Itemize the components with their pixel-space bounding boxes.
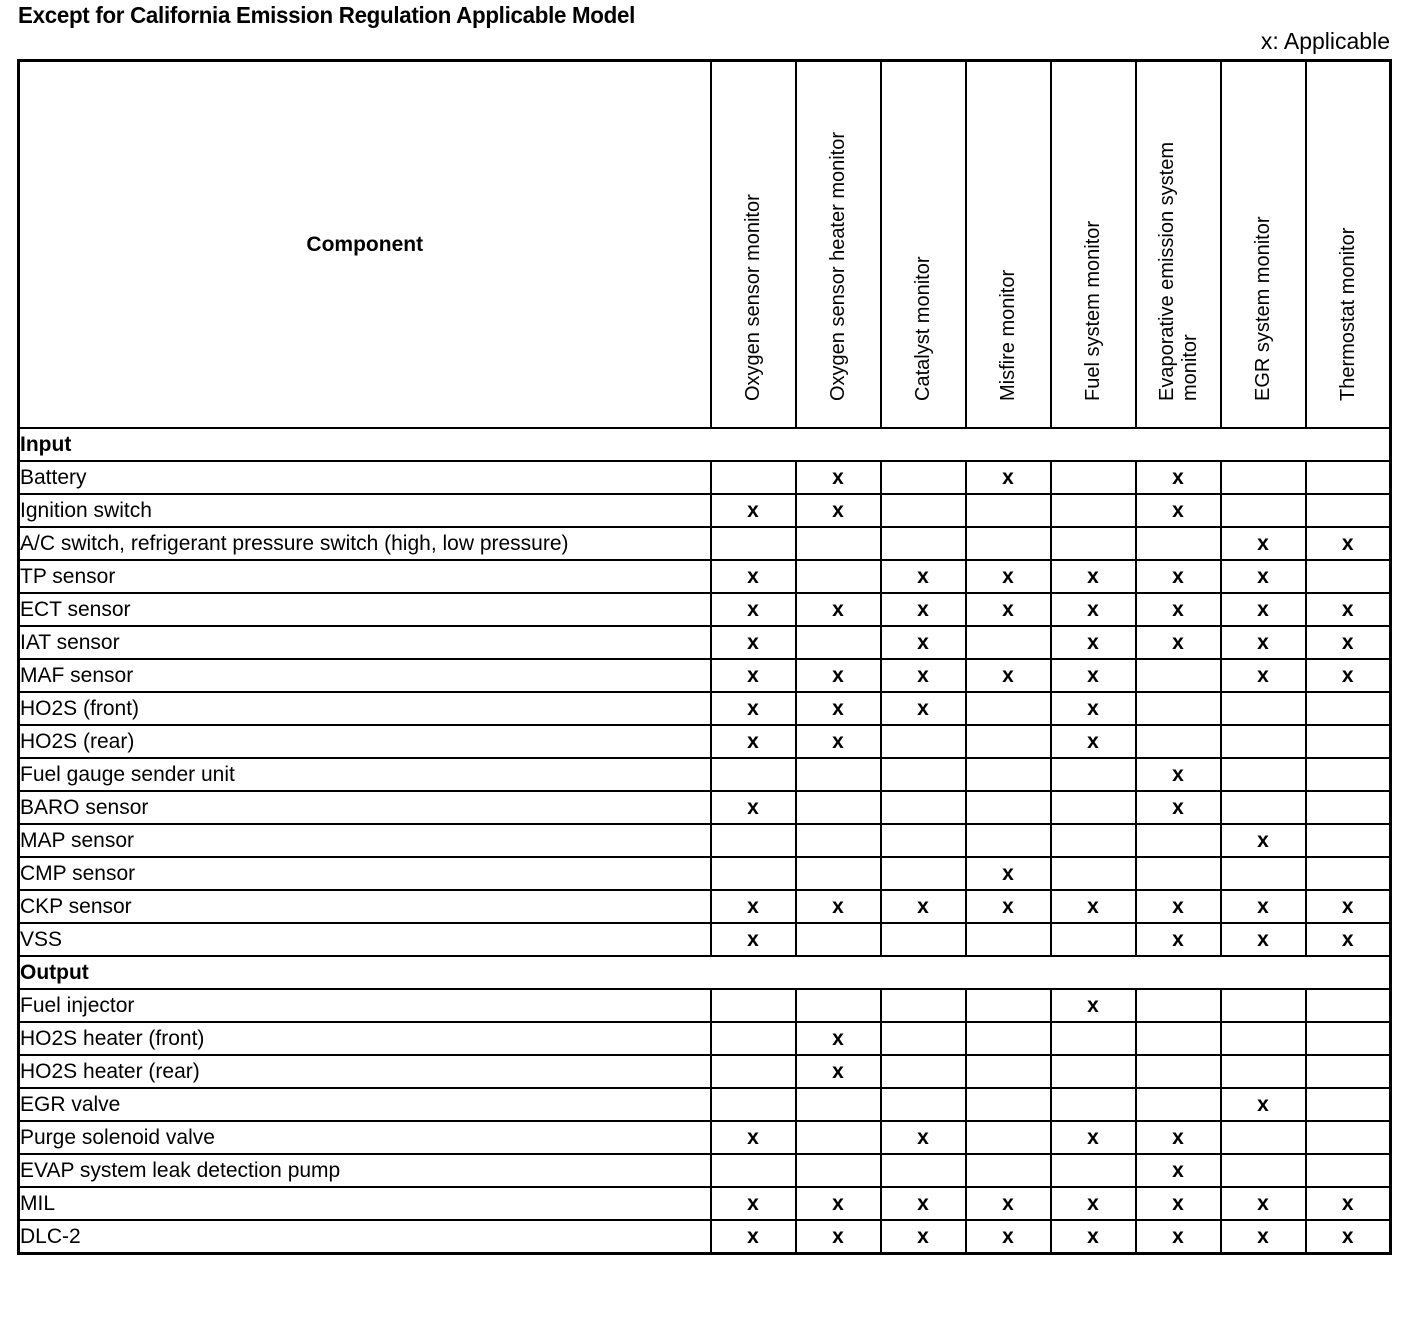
table-row xyxy=(19,659,1391,692)
component-name: HO2S heater (rear) xyxy=(19,1055,711,1088)
applicability-cell: x xyxy=(1136,1220,1221,1254)
applicability-cell xyxy=(966,692,1051,725)
table-row xyxy=(19,527,1391,560)
applicability-cell xyxy=(966,1121,1051,1154)
table-row xyxy=(19,890,1391,923)
applicability-cell: x xyxy=(711,593,796,626)
applicability-cell: x xyxy=(1221,1088,1306,1121)
component-name: HO2S heater (front) xyxy=(19,1022,711,1055)
applicability-cell: x xyxy=(881,692,966,725)
applicability-cell xyxy=(796,989,881,1022)
applicability-cell: x xyxy=(1306,626,1391,659)
applicability-cell xyxy=(796,1121,881,1154)
applicability-cell: x xyxy=(1306,527,1391,560)
component-name: BARO sensor xyxy=(19,791,711,824)
applicability-cell xyxy=(796,1088,881,1121)
table-row xyxy=(19,923,1391,956)
applicability-cell xyxy=(1051,1154,1136,1187)
applicability-cell: x xyxy=(711,923,796,956)
applicability-cell xyxy=(1306,725,1391,758)
applicability-cell: x xyxy=(966,593,1051,626)
applicability-cell xyxy=(1221,1022,1306,1055)
applicability-cell xyxy=(1306,494,1391,527)
applicability-cell xyxy=(711,461,796,494)
applicability-cell xyxy=(881,1022,966,1055)
applicability-cell xyxy=(1136,527,1221,560)
applicability-cell: x xyxy=(1136,791,1221,824)
applicability-cell: x xyxy=(1306,593,1391,626)
applicability-cell: x xyxy=(711,659,796,692)
applicability-cell xyxy=(796,1154,881,1187)
applicability-cell: x xyxy=(1221,1187,1306,1220)
applicability-cell: x xyxy=(1051,890,1136,923)
document-title: Except for California Emission Regulation Applicable Model xyxy=(18,2,635,28)
applicability-cell xyxy=(1221,1154,1306,1187)
applicability-cell: x xyxy=(1136,494,1221,527)
applicability-cell xyxy=(711,857,796,890)
applicability-cell xyxy=(1051,1022,1136,1055)
applicability-cell xyxy=(1306,824,1391,857)
component-name: CMP sensor xyxy=(19,857,711,890)
applicability-cell xyxy=(966,725,1051,758)
table-row xyxy=(19,461,1391,494)
applicability-cell xyxy=(711,824,796,857)
applicability-cell: x xyxy=(1221,527,1306,560)
applicability-cell xyxy=(1136,989,1221,1022)
applicability-cell xyxy=(1306,791,1391,824)
applicability-cell: x xyxy=(1051,1121,1136,1154)
applicability-cell: x xyxy=(1051,659,1136,692)
applicability-cell: x xyxy=(1136,1154,1221,1187)
applicability-cell: x xyxy=(1306,1187,1391,1220)
table-row xyxy=(19,989,1391,1022)
component-name: HO2S (rear) xyxy=(19,725,711,758)
applicability-cell xyxy=(1051,1088,1136,1121)
applicability-cell xyxy=(796,560,881,593)
monitor-header-thermostat: Thermostat monitor xyxy=(1306,61,1391,429)
applicability-cell: x xyxy=(1136,890,1221,923)
table-row xyxy=(19,1022,1391,1055)
applicability-cell: x xyxy=(796,1220,881,1254)
applicability-cell: x xyxy=(966,659,1051,692)
applicability-cell xyxy=(1306,857,1391,890)
applicability-cell: x xyxy=(1136,923,1221,956)
applicability-cell: x xyxy=(1221,1220,1306,1254)
applicability-cell: x xyxy=(711,1187,796,1220)
applicability-cell: x xyxy=(711,692,796,725)
applicability-cell: x xyxy=(711,494,796,527)
applicability-cell xyxy=(881,494,966,527)
applicability-cell: x xyxy=(1136,461,1221,494)
applicability-cell: x xyxy=(881,1121,966,1154)
applicability-cell: x xyxy=(966,560,1051,593)
applicability-cell: x xyxy=(1306,659,1391,692)
component-name: Fuel injector xyxy=(19,989,711,1022)
applicability-cell: x xyxy=(881,560,966,593)
legend-note: x: Applicable xyxy=(1260,28,1390,54)
applicability-cell xyxy=(796,626,881,659)
table-row xyxy=(19,1187,1391,1220)
monitor-header-misfire: Misfire monitor xyxy=(966,61,1051,429)
applicability-cell: x xyxy=(1051,725,1136,758)
applicability-cell xyxy=(1306,989,1391,1022)
applicability-cell xyxy=(1221,1121,1306,1154)
applicability-cell: x xyxy=(796,1187,881,1220)
section-header-row xyxy=(19,428,1391,461)
component-name: A/C switch, refrigerant pressure switch (high, low pressure) xyxy=(19,527,711,560)
table-row xyxy=(19,1121,1391,1154)
applicability-cell xyxy=(881,923,966,956)
applicability-cell: x xyxy=(1306,890,1391,923)
matrix-body xyxy=(19,428,1391,1254)
applicability-cell xyxy=(1221,1055,1306,1088)
applicability-cell: x xyxy=(711,560,796,593)
applicability-cell: x xyxy=(711,890,796,923)
table-row xyxy=(19,692,1391,725)
table-row xyxy=(19,725,1391,758)
table-row xyxy=(19,1055,1391,1088)
applicability-cell xyxy=(711,527,796,560)
applicability-cell xyxy=(1051,461,1136,494)
applicability-cell: x xyxy=(711,725,796,758)
applicability-cell xyxy=(1306,1022,1391,1055)
monitor-header-oxygen-sensor-heater: Oxygen sensor heater monitor xyxy=(796,61,881,429)
applicability-cell xyxy=(966,494,1051,527)
applicability-cell xyxy=(1136,725,1221,758)
applicability-cell xyxy=(711,758,796,791)
applicability-cell xyxy=(1136,824,1221,857)
applicability-cell xyxy=(1051,494,1136,527)
applicability-cell xyxy=(1221,725,1306,758)
applicability-cell xyxy=(796,527,881,560)
applicability-cell: x xyxy=(881,593,966,626)
applicability-cell: x xyxy=(796,659,881,692)
applicability-cell: x xyxy=(1221,923,1306,956)
component-name: IAT sensor xyxy=(19,626,711,659)
applicability-cell xyxy=(1051,923,1136,956)
applicability-cell: x xyxy=(711,791,796,824)
applicability-cell: x xyxy=(1306,923,1391,956)
applicability-cell xyxy=(711,1154,796,1187)
component-name: DLC-2 xyxy=(19,1220,711,1254)
table-row xyxy=(19,824,1391,857)
applicability-cell: x xyxy=(796,725,881,758)
applicability-cell xyxy=(796,758,881,791)
applicability-cell xyxy=(966,1154,1051,1187)
applicability-cell: x xyxy=(1051,593,1136,626)
applicability-cell: x xyxy=(1136,626,1221,659)
applicability-cell xyxy=(796,857,881,890)
table-row xyxy=(19,791,1391,824)
applicability-cell xyxy=(1051,791,1136,824)
applicability-cell: x xyxy=(1051,692,1136,725)
applicability-cell: x xyxy=(1221,659,1306,692)
applicability-cell: x xyxy=(796,890,881,923)
applicability-cell xyxy=(966,989,1051,1022)
monitor-header-catalyst: Catalyst monitor xyxy=(881,61,966,429)
applicability-cell xyxy=(881,1055,966,1088)
applicability-cell xyxy=(1221,791,1306,824)
component-name: Battery xyxy=(19,461,711,494)
applicability-cell: x xyxy=(796,692,881,725)
applicability-cell xyxy=(1221,989,1306,1022)
applicability-cell: x xyxy=(796,1022,881,1055)
component-name: MAP sensor xyxy=(19,824,711,857)
applicability-cell xyxy=(1051,857,1136,890)
applicability-cell xyxy=(1136,1088,1221,1121)
applicability-cell xyxy=(1306,1055,1391,1088)
applicability-cell: x xyxy=(1306,1220,1391,1254)
applicability-cell xyxy=(1306,1121,1391,1154)
applicability-cell xyxy=(711,1088,796,1121)
component-name: HO2S (front) xyxy=(19,692,711,725)
applicability-cell: x xyxy=(1221,560,1306,593)
applicability-cell xyxy=(1136,1055,1221,1088)
applicability-cell: x xyxy=(1051,560,1136,593)
header-row xyxy=(19,61,1391,429)
applicability-cell: x xyxy=(1136,593,1221,626)
applicability-cell xyxy=(881,857,966,890)
applicability-cell: x xyxy=(1136,758,1221,791)
applicability-cell xyxy=(796,824,881,857)
applicability-cell xyxy=(1136,692,1221,725)
applicability-cell xyxy=(966,824,1051,857)
component-name: VSS xyxy=(19,923,711,956)
applicability-cell: x xyxy=(1221,890,1306,923)
applicability-cell: x xyxy=(796,1055,881,1088)
applicability-cell xyxy=(881,989,966,1022)
component-name: MAF sensor xyxy=(19,659,711,692)
applicability-cell: x xyxy=(966,1220,1051,1254)
applicability-cell: x xyxy=(966,461,1051,494)
component-name: Fuel gauge sender unit xyxy=(19,758,711,791)
component-name: Purge solenoid valve xyxy=(19,1121,711,1154)
section-label: Input xyxy=(19,428,1391,461)
applicability-cell xyxy=(1051,1055,1136,1088)
applicability-cell xyxy=(711,1055,796,1088)
applicability-cell xyxy=(1306,1088,1391,1121)
applicability-cell: x xyxy=(881,659,966,692)
monitor-header-oxygen-sensor: Oxygen sensor monitor xyxy=(711,61,796,429)
applicability-cell: x xyxy=(966,857,1051,890)
applicability-cell xyxy=(881,791,966,824)
applicability-cell xyxy=(1051,527,1136,560)
applicability-cell: x xyxy=(881,1220,966,1254)
applicability-cell xyxy=(1306,692,1391,725)
applicability-cell: x xyxy=(1051,1220,1136,1254)
applicability-cell xyxy=(966,923,1051,956)
applicability-cell xyxy=(1136,857,1221,890)
applicability-cell xyxy=(1306,1154,1391,1187)
applicability-cell: x xyxy=(1051,626,1136,659)
applicability-cell: x xyxy=(1221,824,1306,857)
applicability-cell: x xyxy=(1136,1121,1221,1154)
applicability-cell xyxy=(881,1154,966,1187)
table-row xyxy=(19,494,1391,527)
applicability-cell xyxy=(711,989,796,1022)
applicability-cell xyxy=(966,758,1051,791)
applicability-cell xyxy=(1136,1022,1221,1055)
monitor-header-fuel-system: Fuel system monitor xyxy=(1051,61,1136,429)
applicability-cell xyxy=(881,758,966,791)
applicability-cell xyxy=(966,791,1051,824)
applicability-cell: x xyxy=(966,1187,1051,1220)
applicability-cell: x xyxy=(1051,1187,1136,1220)
applicability-cell xyxy=(1051,758,1136,791)
table-row xyxy=(19,560,1391,593)
applicability-cell xyxy=(796,791,881,824)
table-row xyxy=(19,1088,1391,1121)
applicability-cell: x xyxy=(1221,626,1306,659)
applicability-cell xyxy=(881,527,966,560)
table-row xyxy=(19,626,1391,659)
applicability-cell xyxy=(1221,692,1306,725)
section-header-row xyxy=(19,956,1391,989)
applicability-cell xyxy=(1221,758,1306,791)
applicability-cell xyxy=(711,1022,796,1055)
table-row xyxy=(19,758,1391,791)
applicability-cell: x xyxy=(796,494,881,527)
applicability-cell: x xyxy=(881,626,966,659)
applicability-cell: x xyxy=(796,461,881,494)
monitor-component-matrix xyxy=(17,59,1392,1255)
applicability-cell xyxy=(966,527,1051,560)
section-label: Output xyxy=(19,956,1391,989)
monitor-header-egr-system: EGR system monitor xyxy=(1221,61,1306,429)
applicability-cell xyxy=(1306,560,1391,593)
applicability-cell xyxy=(966,1055,1051,1088)
applicability-cell xyxy=(1221,857,1306,890)
applicability-cell: x xyxy=(1136,1187,1221,1220)
applicability-cell xyxy=(881,1088,966,1121)
applicability-cell: x xyxy=(711,626,796,659)
component-name: EVAP system leak detection pump xyxy=(19,1154,711,1187)
component-name: Ignition switch xyxy=(19,494,711,527)
applicability-cell: x xyxy=(966,890,1051,923)
applicability-cell: x xyxy=(1136,560,1221,593)
applicability-cell xyxy=(1051,824,1136,857)
applicability-cell: x xyxy=(796,593,881,626)
applicability-cell: x xyxy=(1051,989,1136,1022)
applicability-cell: x xyxy=(881,890,966,923)
applicability-cell xyxy=(1136,659,1221,692)
applicability-cell: x xyxy=(881,1187,966,1220)
applicability-cell xyxy=(1221,461,1306,494)
applicability-cell xyxy=(796,923,881,956)
component-name: EGR valve xyxy=(19,1088,711,1121)
monitor-header-evaporative-emission: Evaporative emission system monitor xyxy=(1136,61,1221,429)
component-name: MIL xyxy=(19,1187,711,1220)
applicability-cell xyxy=(966,626,1051,659)
table-row xyxy=(19,593,1391,626)
applicability-cell xyxy=(1306,758,1391,791)
applicability-cell xyxy=(966,1088,1051,1121)
table-row xyxy=(19,857,1391,890)
component-name: ECT sensor xyxy=(19,593,711,626)
component-column-header: Component xyxy=(19,61,711,429)
applicability-cell xyxy=(881,461,966,494)
applicability-cell: x xyxy=(1221,593,1306,626)
applicability-cell: x xyxy=(711,1220,796,1254)
table-row xyxy=(19,1154,1391,1187)
applicability-cell xyxy=(881,725,966,758)
component-name: TP sensor xyxy=(19,560,711,593)
table-row xyxy=(19,1220,1391,1254)
applicability-cell xyxy=(881,824,966,857)
component-name: CKP sensor xyxy=(19,890,711,923)
applicability-cell: x xyxy=(711,1121,796,1154)
applicability-cell xyxy=(966,1022,1051,1055)
applicability-cell xyxy=(1306,461,1391,494)
applicability-cell xyxy=(1221,494,1306,527)
